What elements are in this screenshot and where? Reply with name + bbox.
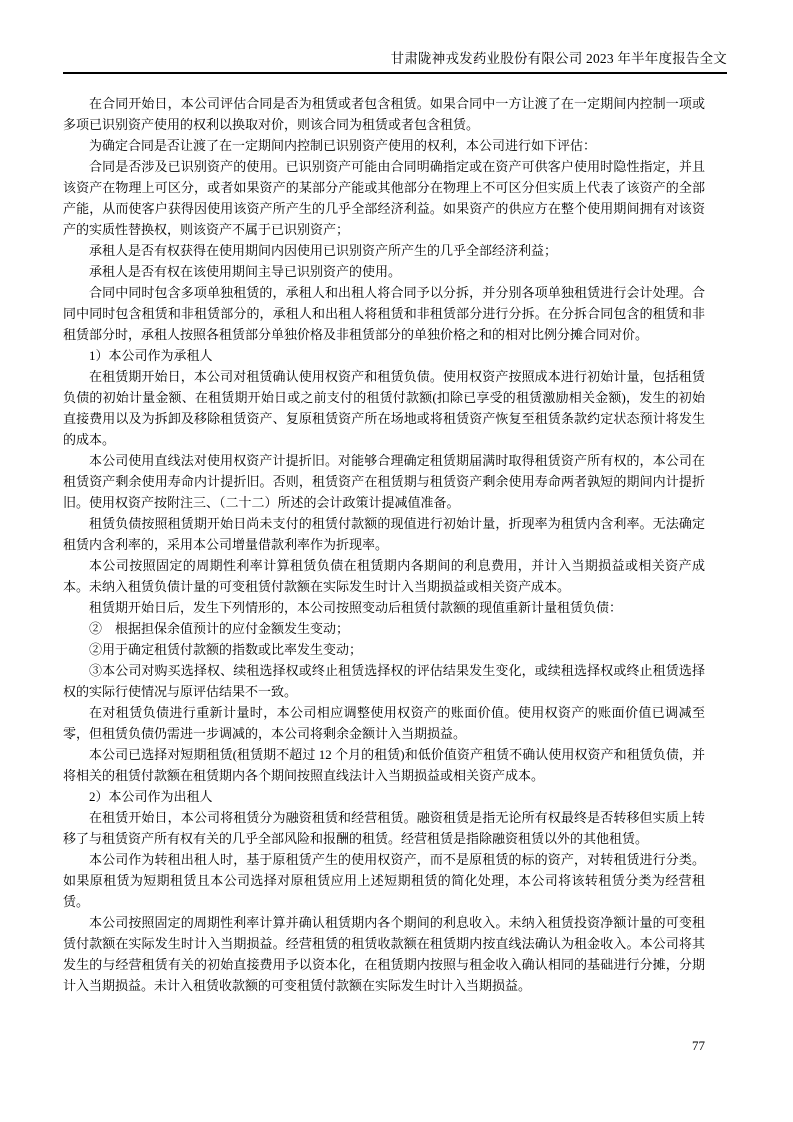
doc-paragraph: 在租赁期开始日，本公司对租赁确认使用权资产和租赁负债。使用权资产按照成本进行初始计量，包括租赁负债的初始计量金额、在租赁期开始日或之前支付的租赁付款额(扣除已享受的租赁激励相关金额)，发生的初始直接费用以及为拆卸及移除租赁资产、复原租赁资产所在场地或将租赁资产恢复至租赁条款约定状态预计将发生的成本。	[63, 369, 705, 447]
list-item: ②用于确定租赁付款额的指数或比率发生变动；	[89, 642, 363, 657]
header-title: 甘肃陇神戎发药业股份有限公司 2023 年半年度报告全文	[390, 51, 727, 66]
page-footer	[63, 1038, 705, 1054]
doc-paragraph: 本公司作为转租出租人时，基于原租赁产生的使用权资产，而不是原租赁的标的资产，对转租赁进行分类。如果原租赁为短期租赁且本公司选择对原租赁应用上述短期租赁的简化处理，本公司将该转租赁分类为经营租赁。	[63, 852, 705, 909]
subitem-heading-lessee: 1）本公司作为承租人	[89, 348, 213, 363]
page-number: 77	[692, 1038, 705, 1053]
doc-paragraph: 承租人是否有权在该使用期间主导已识别资产的使用。	[89, 264, 402, 279]
doc-paragraph: 租赁负债按照租赁期开始日尚未支付的租赁付款额的现值进行初始计量，折现率为租赁内含利率。无法确定租赁内含利率的，采用本公司增量借款利率作为折现率。	[63, 516, 705, 552]
doc-paragraph: 本公司按照固定的周期性利率计算租赁负债在租赁期内各期间的利息费用，并计入当期损益或相关资产成本。未纳入租赁负债计量的可变租赁付款额在实际发生时计入当期损益或相关资产成本。	[63, 558, 705, 594]
doc-paragraph: 合同是否涉及已识别资产的使用。已识别资产可能由合同明确指定或在资产可供客户使用时隐性指定，并且该资产在物理上可区分，或者如果资产的某部分产能或其他部分在物理上不可区分但实质上代表了该资产的全部产能，从而使客户获得因使用该资产所产生的几乎全部经济利益。如果资产的供应方在整个使用期间拥有对该资产的实质性替换权，则该资产不属于已识别资产；	[63, 159, 705, 237]
doc-paragraph: 本公司按照固定的周期性利率计算并确认租赁期内各个期间的利息收入。未纳入租赁投资净额计量的可变租赁付款额在实际发生时计入当期损益。经营租赁的租赁收款额在租赁期内按直线法确认为租金收入。本公司将其发生的与经营租赁有关的初始直接费用予以资本化，在租赁期内按照与租金收入确认相同的基础进行分摊，分期计入当期损益。未计入租赁收款额的可变租赁付款额在实际发生时计入当期损益。	[63, 915, 705, 993]
doc-paragraph: 承租人是否有权获得在使用期间内因使用已识别资产所产生的几乎全部经济利益；	[89, 243, 558, 258]
doc-paragraph: 为确定合同是否让渡了在一定期间内控制已识别资产使用的权利，本公司进行如下评估：	[89, 138, 597, 153]
doc-paragraph: 本公司已选择对短期租赁(租赁期不超过 12 个月的租赁)和低价值资产租赁不确认使用权资产和租赁负债，并将相关的租赁付款额在租赁期内各个期间按照直线法计入当期损益或相关资产成本。	[63, 747, 705, 783]
list-item: ② 根据担保余值预计的应付金额发生变动；	[89, 621, 350, 636]
doc-paragraph: 在租赁开始日，本公司将租赁分为融资租赁和经营租赁。融资租赁是指无论所有权最终是否转移但实质上转移了与租赁资产所有权有关的几乎全部风险和报酬的租赁。经营租赁是指除融资租赁以外的其他租赁。	[63, 810, 705, 846]
subitem-heading-lessor: 2）本公司作为出租人	[89, 789, 213, 804]
list-item: ③本公司对购买选择权、续租选择权或终止租赁选择权的评估结果发生变化，或续租选择权或终止租赁选择权的实际行使情况与原评估结果不一致。	[63, 663, 705, 699]
doc-paragraph: 在对租赁负债进行重新计量时，本公司相应调整使用权资产的账面价值。使用权资产的账面价值已调减至零，但租赁负债仍需进一步调减的，本公司将剩余金额计入当期损益。	[63, 705, 705, 741]
doc-paragraph: 租赁期开始日后，发生下列情形的，本公司按照变动后租赁付款额的现值重新计量租赁负债：	[89, 600, 623, 615]
page-header	[63, 50, 727, 74]
doc-paragraph: 在合同开始日，本公司评估合同是否为租赁或者包含租赁。如果合同中一方让渡了在一定期间内控制一项或多项已识别资产使用的权利以换取对价，则该合同为租赁或者包含租赁。	[63, 96, 705, 132]
document-body	[63, 93, 705, 996]
doc-paragraph: 本公司使用直线法对使用权资产计提折旧。对能够合理确定租赁期届满时取得租赁资产所有权的，本公司在租赁资产剩余使用寿命内计提折旧。否则，租赁资产在租赁期与租赁资产剩余使用寿命两者孰短的期间内计提折旧。使用权资产按附注三、（二十二）所述的会计政策计提减值准备。	[63, 453, 705, 510]
doc-paragraph: 合同中同时包含多项单独租赁的，承租人和出租人将合同予以分拆，并分别各项单独租赁进行会计处理。合同中同时包含租赁和非租赁部分的，承租人和出租人将租赁和非租赁部分进行分拆。在分拆合同包含的租赁和非租赁部分时，承租人按照各租赁部分单独价格及非租赁部分的单独价格之和的相对比例分摊合同对价。	[63, 285, 705, 342]
